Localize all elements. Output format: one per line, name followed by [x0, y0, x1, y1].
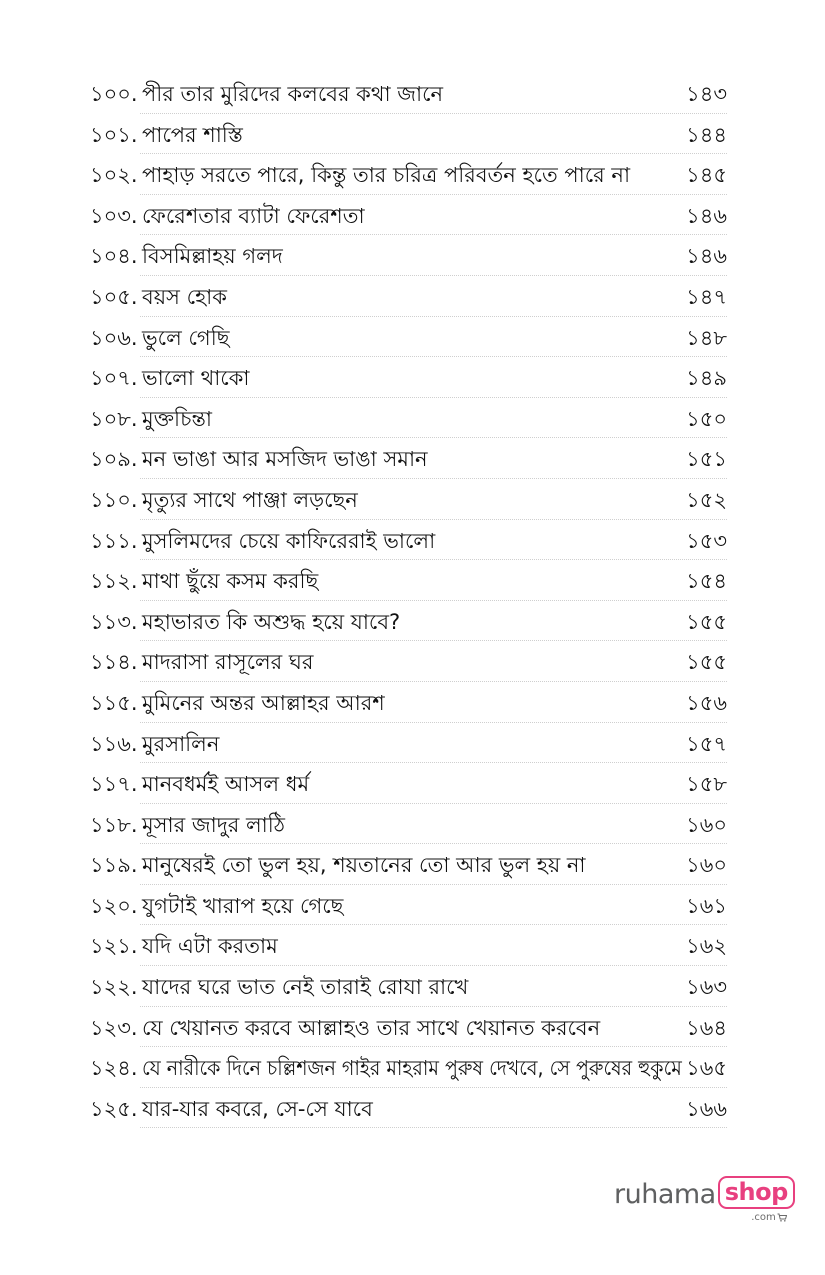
toc-row [90, 357, 727, 398]
toc-title: যে খেয়ানত করবে আল্লাহও তার সাথে খেয়ানত করবেন [142, 1015, 601, 1040]
toc-page-number: ১৫২ [686, 487, 727, 512]
toc-row [90, 601, 727, 642]
toc-row [90, 682, 727, 723]
toc-title: মুক্তচিন্তা [142, 406, 212, 431]
toc-row [90, 73, 727, 114]
toc-title: মূসার জাদুর লাঠি [142, 812, 285, 837]
toc-row [90, 520, 727, 561]
toc-row [90, 804, 727, 845]
toc-number: ১০১. [90, 122, 138, 147]
toc-page-number: ১৪৬ [686, 244, 727, 269]
toc-row [90, 641, 727, 682]
toc-row [90, 844, 727, 885]
toc-title: যে নারীকে দিনে চল্লিশজন গাইর মাহরাম পুরুষ দেখবে, সে পুরুষের হুকুমে [142, 1056, 682, 1081]
toc-page-number: ১৬০ [686, 812, 727, 837]
toc-row [90, 1047, 727, 1088]
toc-number: ১০৭. [90, 366, 138, 391]
toc-row [90, 195, 727, 236]
toc-number: ১০২. [90, 163, 138, 188]
logo-domain [751, 1212, 787, 1223]
toc-page-number: ১৬০ [686, 853, 727, 878]
toc-row [90, 114, 727, 155]
toc-number: ১০৮. [90, 406, 138, 431]
toc-page-number: ১৬৬ [686, 1096, 727, 1121]
toc-title: পাপের শাস্তি [142, 122, 243, 147]
logo-text-shop: shop [724, 1178, 788, 1206]
toc-page-number: ১৫৩ [686, 528, 727, 553]
toc-number: ১১৮. [90, 812, 138, 837]
toc-number: ১০৬. [90, 325, 138, 350]
toc-title: ভুলে গেছি [142, 325, 230, 350]
toc-row [90, 1007, 727, 1048]
toc-number: ১১১. [90, 528, 138, 553]
toc-number: ১১০. [90, 487, 138, 512]
table-of-contents [90, 73, 727, 1128]
toc-row [90, 235, 727, 276]
toc-page-number: ১৫১ [686, 447, 727, 472]
ruhamashop-logo [614, 1176, 795, 1223]
toc-row [90, 966, 727, 1007]
toc-number: ১২০. [90, 893, 138, 918]
toc-page-number: ১৬২ [686, 934, 727, 959]
toc-page-number: ১৬৫ [686, 1056, 727, 1081]
toc-row [90, 925, 727, 966]
toc-title: মুসলিমদের চেয়ে কাফিরেরাই ভালো [142, 528, 436, 553]
toc-title: মানুষেরই তো ভুল হয়, শয়তানের তো আর ভুল হয় না [142, 853, 586, 878]
toc-row [90, 276, 727, 317]
toc-row [90, 763, 727, 804]
toc-number: ১০৯. [90, 447, 138, 472]
toc-number: ১১৬. [90, 731, 138, 756]
toc-title: মুরসালিন [142, 731, 220, 756]
toc-page-number: ১৫০ [686, 406, 727, 431]
toc-title: যার-যার কবরে, সে-সে যাবে [142, 1096, 373, 1121]
toc-page-number: ১৪৪ [686, 122, 727, 147]
toc-number: ১০৩. [90, 203, 138, 228]
toc-number: ১২৪. [90, 1056, 138, 1081]
toc-number: ১১২. [90, 569, 138, 594]
toc-row [90, 438, 727, 479]
toc-number: ১১৫. [90, 690, 138, 715]
logo-domain-text: .com [751, 1212, 776, 1223]
toc-page-number: ১৫৪ [686, 569, 727, 594]
toc-page-number: ১৫৫ [686, 650, 727, 675]
toc-title: মৃত্যুর সাথে পাঞ্জা লড়ছেন [142, 487, 358, 512]
toc-page-number: ১৪৭ [686, 284, 727, 309]
toc-title: বিসমিল্লাহয় গলদ [142, 244, 283, 269]
toc-row [90, 398, 727, 439]
toc-page-number: ১৫৭ [686, 731, 727, 756]
toc-title: মুমিনের অন্তর আল্লাহর আরশ [142, 690, 385, 715]
toc-number: ১১৩. [90, 609, 138, 634]
toc-title: বয়স হোক [142, 284, 227, 309]
toc-page-number: ১৬১ [686, 893, 727, 918]
cart-icon [777, 1213, 787, 1222]
toc-title: ভালো থাকো [142, 366, 250, 391]
toc-page-number: ১৫৮ [686, 772, 727, 797]
toc-title: মানবধর্মই আসল ধর্ম [142, 772, 310, 797]
toc-title: মাথা ছুঁয়ে কসম করছি [142, 569, 319, 594]
toc-number: ১০৫. [90, 284, 138, 309]
toc-row [90, 885, 727, 926]
toc-page-number: ১৪৮ [686, 325, 727, 350]
toc-title: মন ভাঙা আর মসজিদ ভাঙা সমান [142, 447, 428, 472]
toc-page-number: ১৫৫ [686, 609, 727, 634]
toc-row [90, 317, 727, 358]
toc-row [90, 479, 727, 520]
toc-title: যদি এটা করতাম [142, 934, 278, 959]
toc-number: ১১৯. [90, 853, 138, 878]
logo-text-ruhama: ruhama [614, 1179, 716, 1210]
toc-row [90, 154, 727, 195]
toc-number: ১২৩. [90, 1015, 138, 1040]
toc-page-number: ১৪৩ [686, 82, 727, 106]
toc-number: ১২৫. [90, 1096, 138, 1121]
toc-row [90, 1088, 727, 1129]
toc-title: যাদের ঘরে ভাত নেই তারাই রোযা রাখে [142, 975, 469, 1000]
toc-page-number: ১৪৬ [686, 203, 727, 228]
toc-page-number: ১৪৫ [686, 163, 727, 188]
toc-page-number: ১৫৬ [686, 690, 727, 715]
toc-title: মাদরাসা রাসূলের ঘর [142, 650, 314, 675]
toc-page-number: ১৪৯ [686, 366, 727, 391]
toc-title: পীর তার মুরিদের কলবের কথা জানে [142, 82, 444, 106]
toc-row [90, 723, 727, 764]
toc-title: মহাভারত কি অশুদ্ধ হয়ে যাবে? [142, 609, 401, 634]
toc-title: পাহাড় সরতে পারে, কিন্তু তার চরিত্র পরিবর্তন হতে পারে না [142, 163, 631, 188]
toc-number: ১০০. [90, 82, 138, 106]
toc-number: ১০৪. [90, 244, 138, 269]
toc-title: ফেরেশতার ব্যাটা ফেরেশতা [142, 203, 365, 228]
toc-number: ১২১. [90, 934, 138, 959]
toc-number: ১২২. [90, 975, 138, 1000]
toc-row [90, 560, 727, 601]
toc-number: ১১৭. [90, 772, 138, 797]
toc-page-number: ১৬৪ [686, 1015, 727, 1040]
toc-title: যুগটাই খারাপ হয়ে গেছে [142, 893, 344, 918]
dotted-rule [140, 1127, 727, 1128]
logo-shop-badge [718, 1176, 795, 1223]
toc-page-number: ১৬৩ [686, 975, 727, 1000]
toc-number: ১১৪. [90, 650, 138, 675]
